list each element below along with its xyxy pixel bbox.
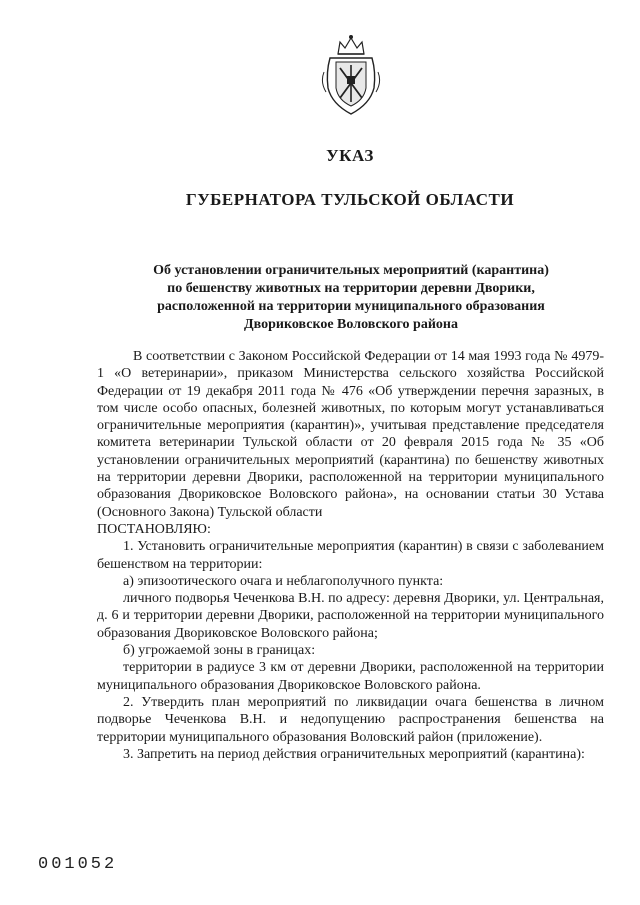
issuer-title: ГУБЕРНАТОРА ТУЛЬСКОЙ ОБЛАСТИ bbox=[185, 190, 515, 209]
heading-line: по бешенству животных на территории деревни Дворики, bbox=[167, 281, 535, 296]
item-1: 1. Установить ограничительные мероприятия (карантин) в связи с заболеванием бешенством на территории: bbox=[97, 539, 604, 572]
preamble-paragraph: В соответствии с Законом Российской Федерации от 14 мая 1993 года № 4979-1 «О ветеринарии», приказом Министерства сельского хозяйства Российской Федерации от 19 декабря 2011 года № 476 «Об утверждении перечня заразных, в том числе особо опасных, болезней животных, по которым могут устанавливаться ограничительные мероприятия (карантин)», учитывая представление председателя комитета ветеринарии Тульской области от 20 февраля 2015 года № 35 «Об установлении ограничительных мероприятий (карантина) по бешенству животных на территории деревни Дворики, расположенной на территории муниципального образования Двориковское Воловского района», на основании статьи 30 Устава (Основного Закона) Тульской области bbox=[97, 349, 604, 520]
coat-of-arms-icon bbox=[318, 32, 384, 118]
document-type-title: УКАЗ bbox=[326, 146, 374, 165]
item-2: 2. Утвердить план мероприятий по ликвидации очага бешенства в личном подворье Чеченкова В.Н. и недопущению распространения бешенства на территории муниципального образования Воловский район (приложение). bbox=[97, 694, 604, 745]
decree-word: ПОСТАНОВЛЯЮ: bbox=[97, 521, 211, 537]
item-1b-text: территории в радиусе 3 км от деревни Дворики, расположенной на территории муниципального образования Двориковское Воловского района. bbox=[97, 660, 604, 693]
heading-line: Об установлении ограничительных мероприятий (карантина) bbox=[153, 263, 549, 278]
heading-line: Двориковское Воловского района bbox=[244, 317, 458, 332]
item-1a-label: а) эпизоотического очага и неблагополучного пункта: bbox=[123, 573, 444, 589]
item-3: 3. Запретить на период действия ограничительных мероприятий (карантина): bbox=[123, 746, 585, 762]
decree-body bbox=[97, 348, 604, 763]
item-1b-label: б) угрожаемой зоны в границах: bbox=[123, 643, 316, 659]
document-serial-number: 001052 bbox=[38, 855, 118, 874]
item-1a-text: личного подворья Чеченкова В.Н. по адресу: деревня Дворики, ул. Центральная, д. 6 и территории деревни Дворики, расположенной на территории муниципального образования Двориковское Воловского района; bbox=[97, 591, 604, 641]
heading-line: расположенной на территории муниципального образования bbox=[157, 299, 545, 314]
decree-heading bbox=[96, 262, 606, 334]
